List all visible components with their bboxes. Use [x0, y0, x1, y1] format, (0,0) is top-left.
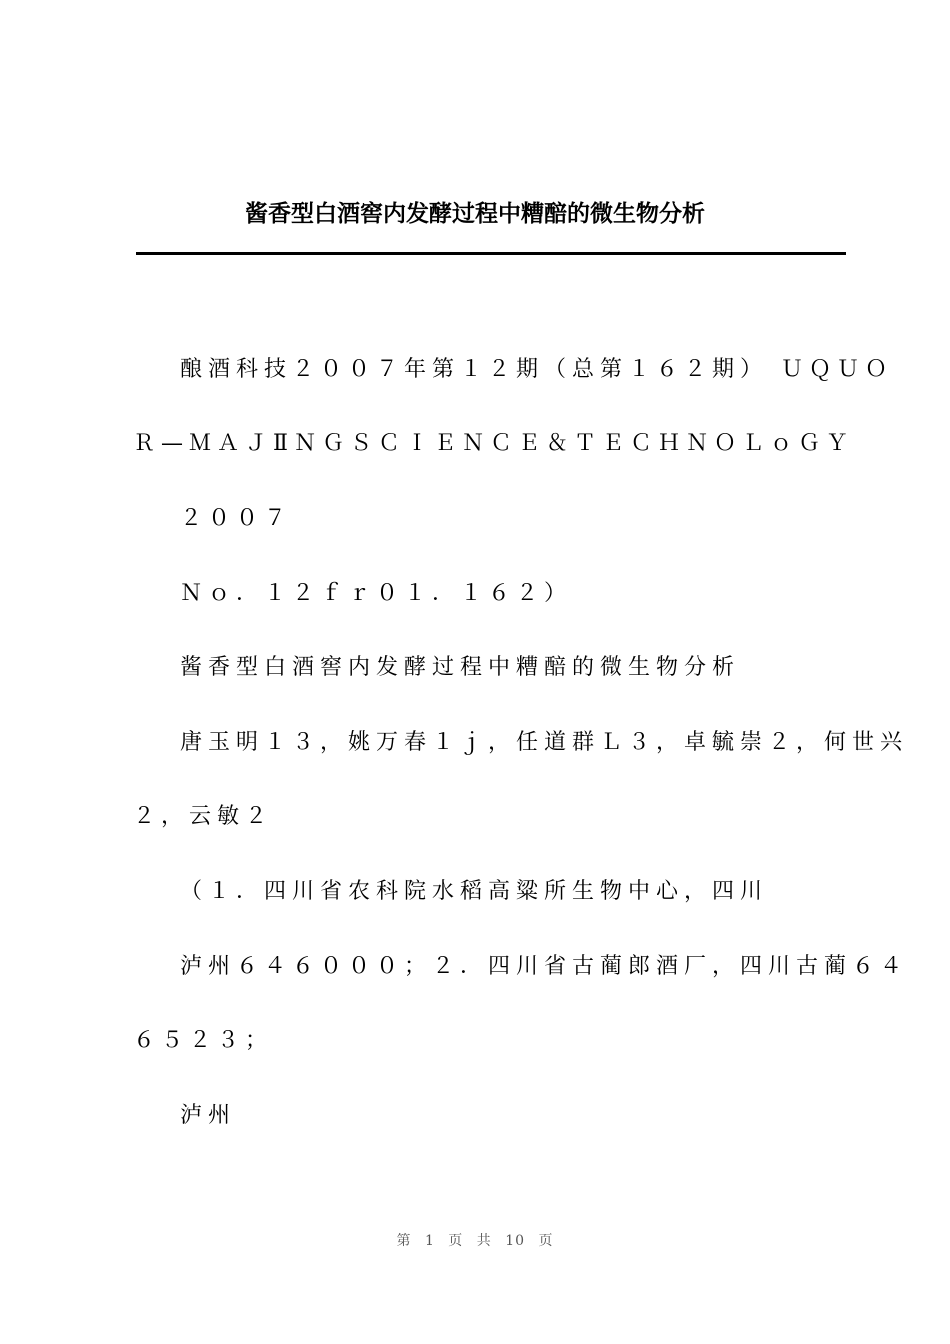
page-footer: 第 1 页 共 10 页: [396, 1233, 554, 1249]
authors-line-1: 唐玉明１３，姚万春１ｊ，任道群Ｌ３，卓毓崇２，何世兴: [180, 730, 909, 755]
journal-info-line-1: 酿酒科技２００７年第１２期（总第１６２期） ＵＱＵＯ: [180, 357, 893, 382]
affiliation-line-1: （１．四川省农科院水稻高粱所生物中心，四川: [180, 879, 769, 904]
journal-year-line: ２００７: [180, 506, 293, 531]
affiliation-line-4: 泸州: [180, 1103, 237, 1128]
document-title: 酱香型白酒窖内发酵过程中糟醅的微生物分析: [245, 201, 705, 227]
journal-number-line: Ｎｏ．１２ｆｒ０１．１６２）: [180, 581, 573, 606]
article-title-line: 酱香型白酒窖内发酵过程中糟醅的微生物分析: [180, 655, 741, 680]
title-divider: [136, 252, 846, 255]
affiliation-line-3: ６５２３；: [133, 1028, 274, 1053]
affiliation-line-2: 泸州６４６０００；２．四川省古蔺郎酒厂，四川古蔺６４: [180, 954, 909, 979]
journal-info-line-2: Ｒ—ＭＡＪⅡＮＧＳＣＩＥＮＣＥ＆ＴＥＣＨＮＯＬｏＧＹ: [133, 431, 854, 456]
authors-line-2: ２，云敏２: [133, 804, 274, 829]
